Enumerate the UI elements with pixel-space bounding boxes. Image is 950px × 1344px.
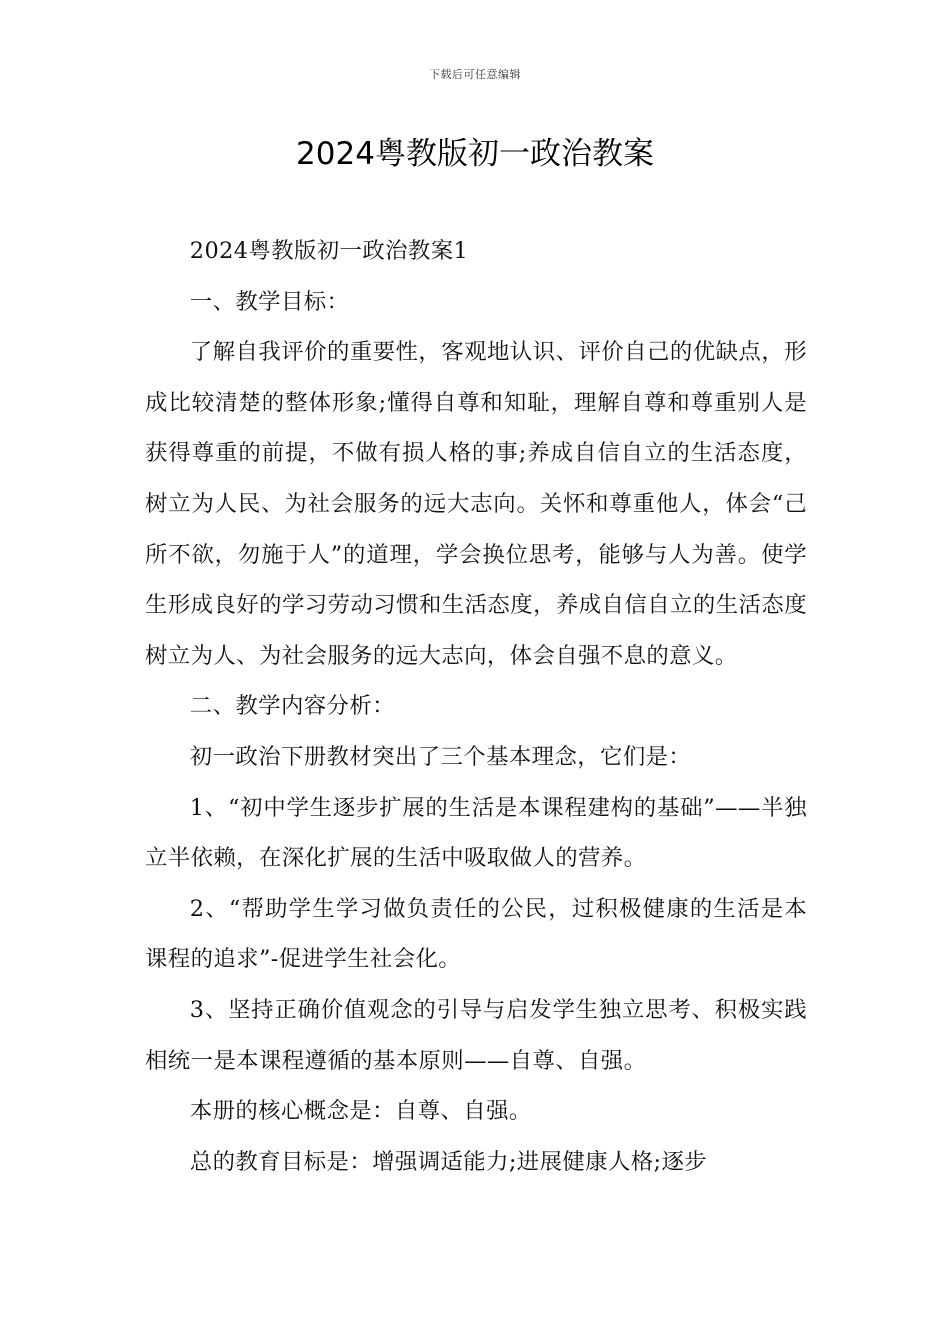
paragraph-concept-3: 3、坚持正确价值观念的引导与启发学生独立思考、积极实践相统一是本课程遵循的基本原则——自尊、自强。 (145, 996, 807, 1074)
paragraph-heading-objectives: 一、教学目标： (189, 288, 350, 315)
paragraph-intro: 初一政治下册教材突出了三个基本理念，它们是： (189, 743, 692, 770)
paragraph-heading-analysis: 二、教学内容分析： (189, 693, 395, 720)
document-title: 2024粤教版初一政治教案 (296, 136, 654, 172)
paragraph-objectives: 了解自我评价的重要性，客观地认识、评价自己的优缺点，形成比较清楚的整体形象;懂得自尊和知耻，理解自尊和尊重别人是获得尊重的前提，不做有损人格的事;养成自信自立的生活态度，树立为人民、为社会服务的远大志向。关怀和尊重他人，体会“己所不欲，勿施于人”的道理，学会换位思考，能够与人为善。使学生形成良好的学习劳动习惯和生活态度，养成自信自立的生活态度树立为人、为社会服务的远大志向，体会自强不息的意义。 (145, 339, 807, 669)
paragraph-core-concept: 本册的核心概念是：自尊、自强。 (189, 1098, 532, 1125)
paragraph-concept-1: 1、“初中学生逐步扩展的生活是本课程建构的基础”——半独立半依赖，在深化扩展的生活中吸取做人的营养。 (145, 794, 807, 872)
document-body (145, 226, 807, 1187)
paragraph-subtitle: 2024粤教版初一政治教案1 (189, 238, 469, 264)
paragraph-overall-goal: 总的教育目标是：增强调适能力;进展健康人格;逐步 (189, 1148, 708, 1175)
paragraph-concept-2: 2、“帮助学生学习做负责任的公民，过积极健康的生活是本课程的追求”-促进学生社会化。 (145, 895, 807, 973)
header-note: 下载后可任意编辑 (429, 68, 521, 81)
